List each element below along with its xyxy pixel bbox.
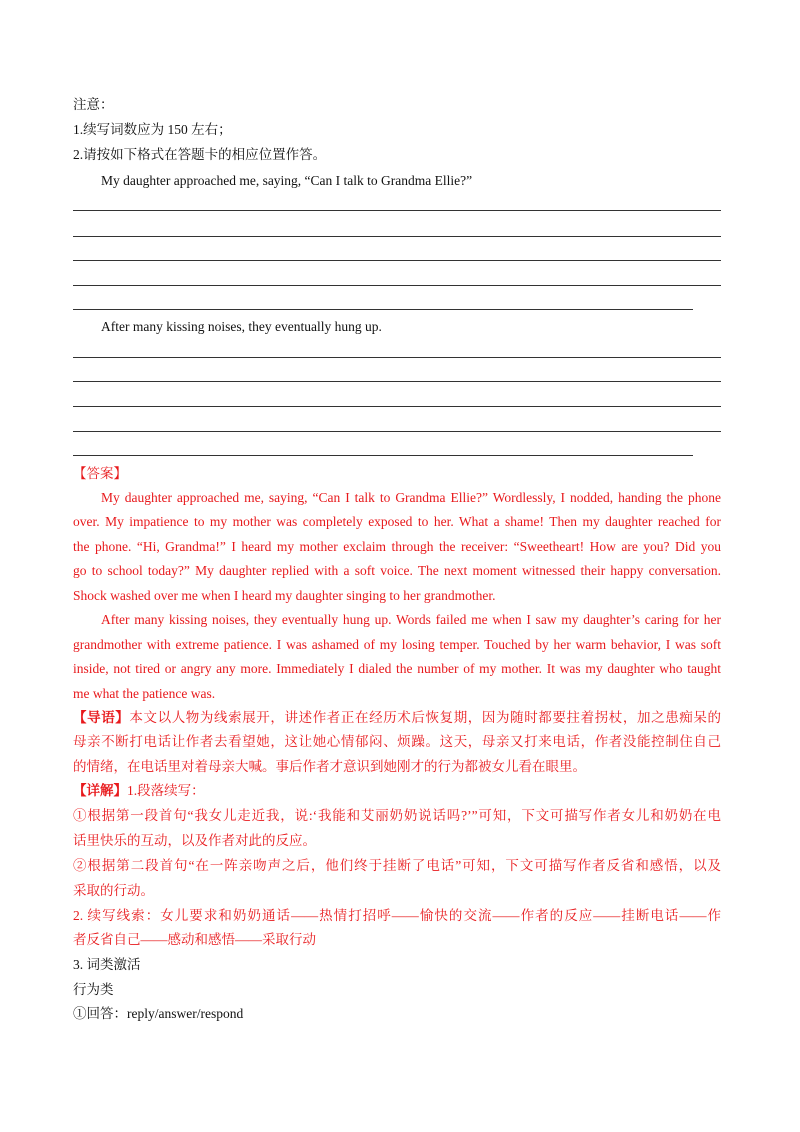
detail-heading-text: 1.段落续写： [127, 783, 205, 798]
guide-label: 【导语】 [73, 710, 130, 725]
writing-line [73, 431, 721, 432]
writing-line [73, 285, 721, 286]
notes-item-1: 1.续写词数应为 150 左右； [73, 122, 232, 137]
writing-line [73, 357, 721, 358]
detail-clue-line: 2. 续写线索：女儿要求和奶奶通话——热情打招呼——愉快的交流——作者的反应——挂断电话——作 [73, 908, 721, 923]
guide-line: 母亲不断打电话让作者去看望她，这让她心情郁闷、烦躁。这天，母亲又打来电话，作者没能控制住自己 [73, 734, 721, 749]
answer-para1-line: the phone. “Hi, Grandma!” I heard my mother exclaim through the receiver: “Sweetheart! How are you? Did you [73, 539, 721, 554]
answer-para1-line: over. My impatience to my mother was completely exposed to her. What a shame! Then my daughter reached for [73, 514, 721, 529]
writing-line [73, 260, 721, 261]
answer-para1-line: Shock washed over me when I heard my daughter singing to her grandmother. [73, 588, 496, 603]
para1-prompt: My daughter approached me, saying, “Can I talk to Grandma Ellie?” [101, 173, 473, 188]
vocab-heading: 3. 词类激活 [73, 957, 141, 972]
writing-line [73, 210, 721, 211]
writing-line [73, 236, 721, 237]
para2-prompt: After many kissing noises, they eventually hung up. [101, 319, 382, 334]
guide-text: 本文以人物为线索展开，讲述作者正在经历术后恢复期，因为随时都要拄着拐杖，加之患痴呆的 [129, 710, 722, 725]
answer-para1-line: My daughter approached me, saying, “Can I talk to Grandma Ellie?” Wordlessly, I nodded, handing the phone [101, 490, 721, 505]
detail-point-1-line: 话里快乐的互动，以及作者对此的反应。 [73, 833, 316, 848]
detail-point-1-line: ①根据第一段首句“我女儿走近我，说:‘我能和艾丽奶奶说话吗?’”可知，下文可描写作者女儿和奶奶在电 [73, 808, 721, 823]
detail-clue-line: 者反省自己——感动和感悟——采取行动 [73, 932, 316, 947]
writing-line [73, 406, 721, 407]
answer-para2-line: inside, not tired or angry any more. Immediately I dialed the number of my mother. It was my daughter who taught [73, 661, 721, 676]
vocab-item: ①回答：reply/answer/respond [73, 1006, 244, 1021]
detail-label: 【详解】 [73, 783, 127, 798]
writing-line [73, 309, 693, 310]
answer-para2-line: me what the patience was. [73, 686, 216, 701]
detail-point-2-line: ②根据第二段首句“在一阵亲吻声之后，他们终于挂断了电话”可知，下文可描写作者反省和感悟，以及 [73, 858, 721, 873]
detail-point-2-line: 采取的行动。 [73, 883, 154, 898]
guide-line: 的情绪，在电话里对着母亲大喊。事后作者才意识到她刚才的行为都被女儿看在眼里。 [73, 759, 586, 774]
notes-heading: 注意： [73, 97, 114, 112]
writing-line [73, 455, 693, 456]
answer-para2-line: After many kissing noises, they eventually hung up. Words failed me when I saw my daughter’s caring for her [101, 612, 721, 627]
answer-para2-line: grandmother with extreme patience. I was ashamed of my losing temper. Touched by her warm behavior, I was soft [73, 637, 721, 652]
writing-line [73, 381, 721, 382]
guide-line-1 [73, 709, 721, 727]
notes-item-2: 2.请按如下格式在答题卡的相应位置作答。 [73, 147, 327, 162]
vocab-category: 行为类 [73, 982, 114, 997]
answer-label: 【答案】 [73, 466, 127, 481]
detail-heading [73, 782, 205, 800]
answer-para1-line: go to school today?” My daughter replied with a soft voice. The next moment witnessed their happy conversation. [73, 563, 721, 578]
